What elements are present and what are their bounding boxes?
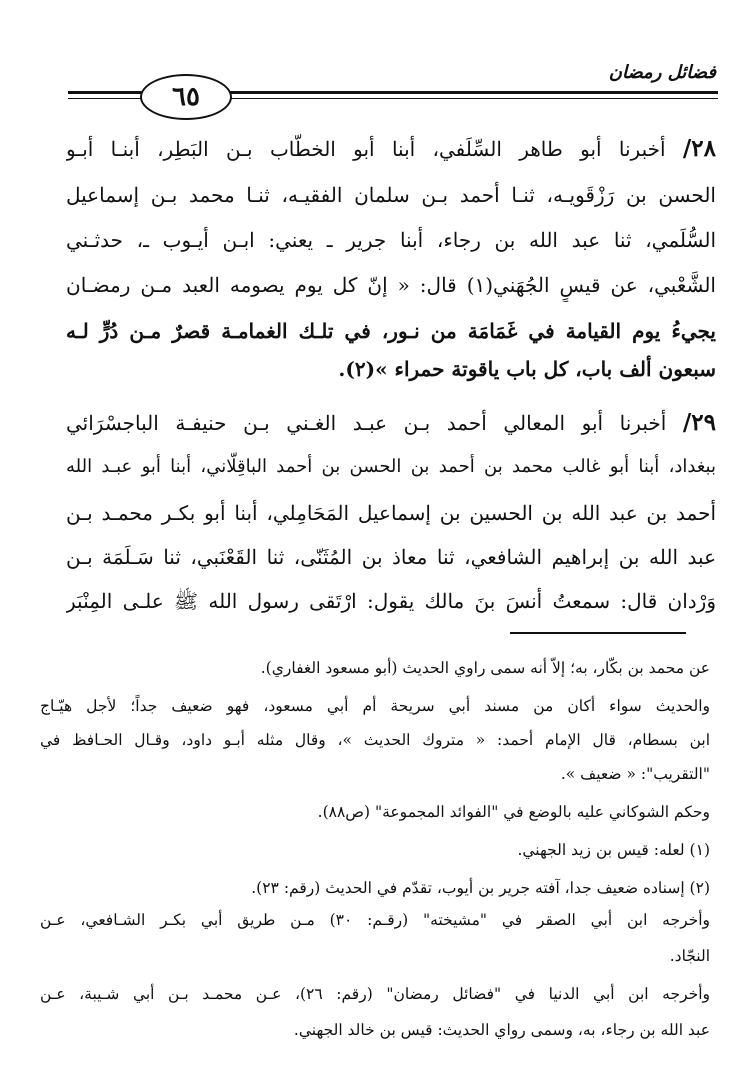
hadith-29-line-3: أحمد بن عبد الله بن الحسين بن إسماعيل المَحَامِلي، أبنا أبو بكـر محمـد بـن xyxy=(66,501,716,525)
footnote-separator xyxy=(510,632,686,634)
hadith-29-line-2: ببغداد، أبنا أبو غالب محمد بن أحمد بن الحسن بن أحمد الباقِلّاني، أبنا أبو عبـد الله xyxy=(66,456,716,477)
running-header-title: فضائل رمضان xyxy=(608,62,716,83)
hadith-29-number: ٢٩/ xyxy=(682,409,716,436)
hadith-29-line-5: وَرْدان قال: سمعتُ أنسَ بنَ مالك يقول: ارْتَقى رسول الله ﷺ علـى المِنْبَر xyxy=(66,589,716,613)
footnote-2-line-4: وأخرجه ابن أبي الدنيا في "فضائل رمضان" (رقم: ٢٦)، عـن محمـد بـن أبي شـيبة، عـن xyxy=(40,985,710,1003)
hadith-29-line-4: عبد الله بن إبراهيم الشافعي، ثنا معاذ بن المُثَنّى، ثنا القَعْنَبي، ثنا سَـلَمَة بـن xyxy=(66,545,716,569)
footnote-line-1: عن محمد بن بكّار، به؛ إلاّ أنه سمى راوي الحديث (أبو مسعود الغفاري). xyxy=(260,659,710,677)
footnote-2: (٢) إسناده ضعيف جدا، آفته جرير بن أيوب، تقدّم في الحديث (رقم: ٢٣). xyxy=(251,879,710,897)
page-number-text: ٦٥ xyxy=(172,82,200,112)
hadith-29-text-1: أخبرنا أبو المعالي أحمد بـن عبـد الغـني بـن حنيفـة الباجسْرَائي xyxy=(66,411,667,435)
hadith-28-line-5: يجيءُ يوم القيامة في غَمَامَة من نـور، في تلـك الغمامـة قصرٌ مـن دُرٍّ لـه xyxy=(66,319,716,343)
hadith-28-line-2: الحسن بن رَزْقَويـه، ثنـا أحمد بـن سلمان الفقيـه، ثنـا محمد بـن إسماعيل xyxy=(66,183,716,207)
footnote-2-line-3: النجّاد. xyxy=(669,947,710,965)
footnote-2-line-5: عبد الله بن رجاء، به، وسمى رواي الحديث: قيس بن خالد الجهني. xyxy=(293,1021,710,1039)
hadith-28-line-3: السُّلَمي، ثنا عبد الله بن رجاء، أبنا جرير ـ يعني: ابـن أيـوب ـ، حدثـني xyxy=(66,228,716,252)
hadith-28-number: ٢٨/ xyxy=(682,135,716,162)
footnote-line-3: ابن بسطام، قال الإمام أحمد: « متروك الحديث »، وقال مثله أبـو داود، وقـال الحـافظ في xyxy=(40,731,710,749)
hadith-28-line-4: الشَّعْبي، عن قيسٍ الجُهَني(١) قال: « إنّ كل يوم يصومه العبد مـن رمضـان xyxy=(66,273,716,297)
hadith-28-line-1 xyxy=(66,134,716,166)
footnote-1: (١) لعله: قيس بن زيد الجهني. xyxy=(517,841,710,859)
hadith-28-line-6: سبعون ألف باب، كل باب ياقوتة حمراء »(٢). xyxy=(338,357,716,381)
page-number xyxy=(140,74,232,120)
footnote-line-5: وحكم الشوكاني عليه بالوضع في "الفوائد المجموعة" (ص٨٨). xyxy=(317,803,710,821)
footnote-line-4: "التقريب": « ضعيف ». xyxy=(560,765,710,783)
hadith-29-line-1 xyxy=(66,408,716,440)
footnote-2-line-2: وأخرجه ابن أبي الصقر في "مشيخته" (رقـم: ٣٠) مـن طريق أبي بكـر الشـافعي، عـن xyxy=(40,911,710,929)
footnote-line-2: والحديث سواء أكان من مسند أبي سريحة أم أبي مسعود، فهو ضعيف جداً؛ لأجل هيّـاج xyxy=(40,697,710,715)
hadith-28-text-1: أخبرنا أبو طاهر السِّلَفي، أبنا أبو الخطّاب بـن البَطِر، أبنـا أبـو xyxy=(66,137,666,161)
